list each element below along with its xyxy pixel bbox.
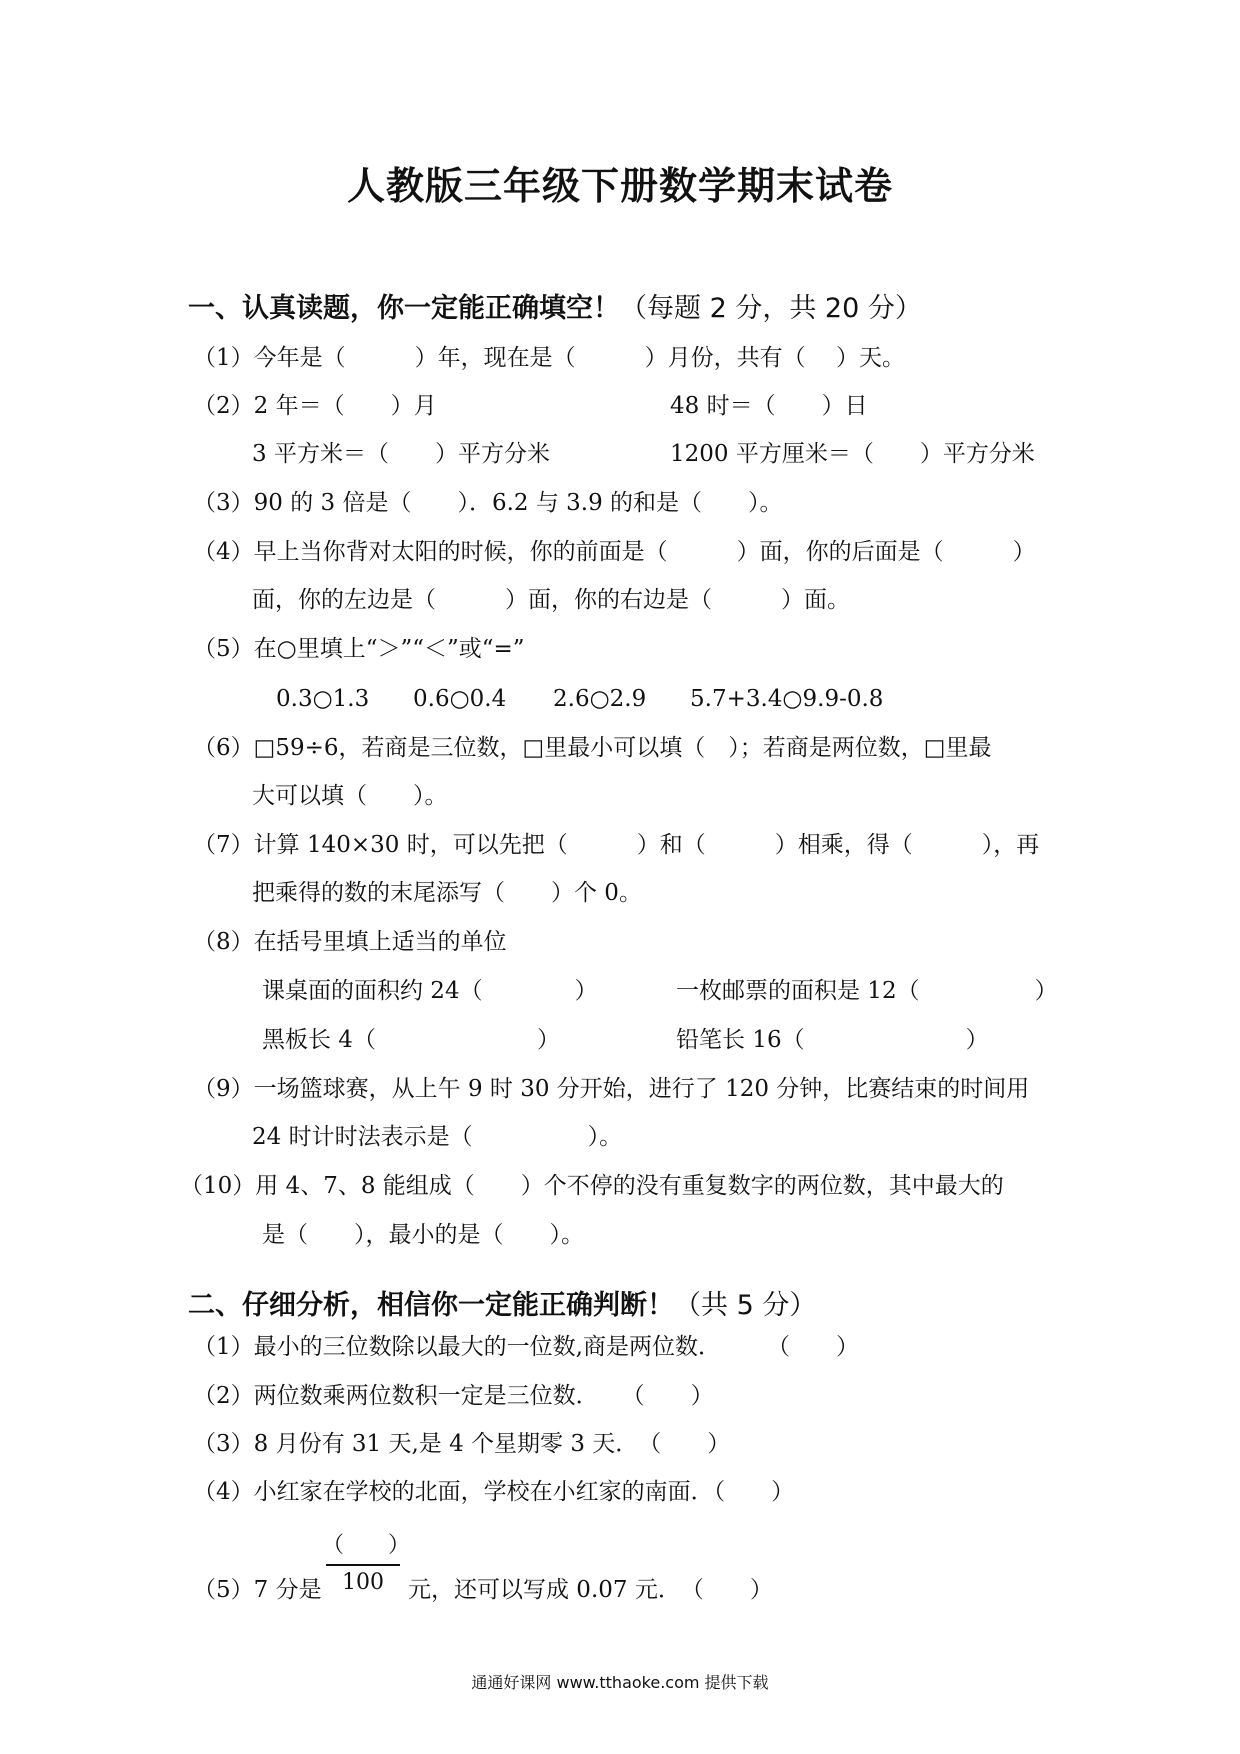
comparison-item-2: 0.6○0.4 — [413, 686, 507, 712]
question-1-2b-left: 3 平方米＝（ ）平方分米 — [252, 441, 550, 467]
judgement-2: （2）两位数乘两位数积一定是三位数． （ ） — [193, 1383, 714, 1409]
page-title: 人教版三年级下册数学期末试卷 — [346, 164, 893, 208]
question-1-8-pencil: 铅笔长 16（ ） — [676, 1027, 989, 1053]
question-1-2b-right: 1200 平方厘米＝（ ）平方分米 — [670, 441, 1035, 467]
fraction-numerator-blank: （ ） — [322, 1533, 411, 1558]
question-1-8-desk: 课桌面的面积约 24（ ） — [262, 978, 598, 1004]
judgement-4: （4）小红家在学校的北面，学校在小红家的南面．（ ） — [193, 1479, 795, 1505]
question-1-4b: 面，你的左边是（ ）面，你的右边是（ ）面。 — [252, 587, 850, 613]
question-1-2a-left: （2）2 年＝（ ）月 — [193, 393, 437, 419]
footer-download-note: 通通好课网 www.tthaoke.com 提供下载 — [471, 1673, 769, 1692]
question-1-2a-right: 48 时＝（ ）日 — [670, 393, 868, 419]
fraction-bar — [326, 1564, 400, 1566]
judgement-3: （3）8 月份有 31 天,是 4 个星期零 3 天． （ ） — [193, 1431, 731, 1457]
question-1-9a: （9）一场篮球赛，从上午 9 时 30 分开始，进行了 120 分钟，比赛结束的时间用 — [193, 1076, 1030, 1102]
question-1-8-stamp: 一枚邮票的面积是 12（ ） — [676, 978, 1058, 1004]
question-1-6a: （6）□59÷6，若商是三位数，□里最小可以填（ ）；若商是两位数，□里最 — [193, 735, 992, 761]
comparison-item-4: 5.7+3.4○9.9-0.8 — [690, 686, 884, 712]
question-1-1: （1）今年是（ ）年，现在是（ ）月份，共有（ ）天。 — [193, 345, 905, 371]
question-1-6b: 大可以填（ ）。 — [252, 783, 448, 809]
question-1-5a: （5）在○里填上“＞”“＜”或“=” — [193, 636, 525, 662]
fraction-denominator: 100 — [342, 1570, 384, 1595]
question-1-7a: （7）计算 140×30 时，可以先把（ ）和（ ）相乘，得（ ），再 — [193, 832, 1040, 858]
judgement-1: （1）最小的三位数除以最大的一位数,商是两位数． （ ） — [193, 1334, 859, 1360]
judgement-5-prefix: （5）7 分是 — [193, 1577, 322, 1603]
section-1-heading — [188, 286, 922, 325]
section-1-score-note: （每题 2 分，共 20 分） — [620, 293, 922, 324]
section-1-heading-text: 一、认真读题，你一定能正确填空！ — [188, 293, 620, 324]
fraction — [322, 1528, 411, 1608]
section-2-heading-text: 二、仔细分析，相信你一定能正确判断！ — [188, 1290, 674, 1321]
question-1-4a: （4）早上当你背对太阳的时候，你的前面是（ ）面，你的后面是（ ） — [193, 539, 1036, 565]
question-1-9b: 24 时计时法表示是（ ）。 — [252, 1124, 623, 1150]
question-1-10b: 是（ ），最小的是（ ）。 — [262, 1222, 584, 1248]
comparison-item-1: 0.3○1.3 — [276, 686, 370, 712]
comparison-item-3: 2.6○2.9 — [553, 686, 647, 712]
question-1-8-blackboard: 黑板长 4（ ） — [262, 1027, 560, 1053]
question-1-3: （3）90 的 3 倍是（ ）．6.2 与 3.9 的和是（ ）。 — [193, 490, 783, 516]
section-2-score-note: （共 5 分） — [674, 1290, 817, 1321]
question-1-10a: （10）用 4、7、8 能组成（ ）个不停的没有重复数字的两位数，其中最大的 — [180, 1173, 1004, 1199]
section-2-heading — [188, 1283, 816, 1322]
question-1-7b: 把乘得的数的末尾添写（ ）个 0。 — [252, 880, 642, 906]
question-1-8a: （8）在括号里填上适当的单位 — [193, 929, 507, 955]
judgement-5-suffix: 元，还可以写成 0.07 元． （ ） — [408, 1577, 773, 1603]
